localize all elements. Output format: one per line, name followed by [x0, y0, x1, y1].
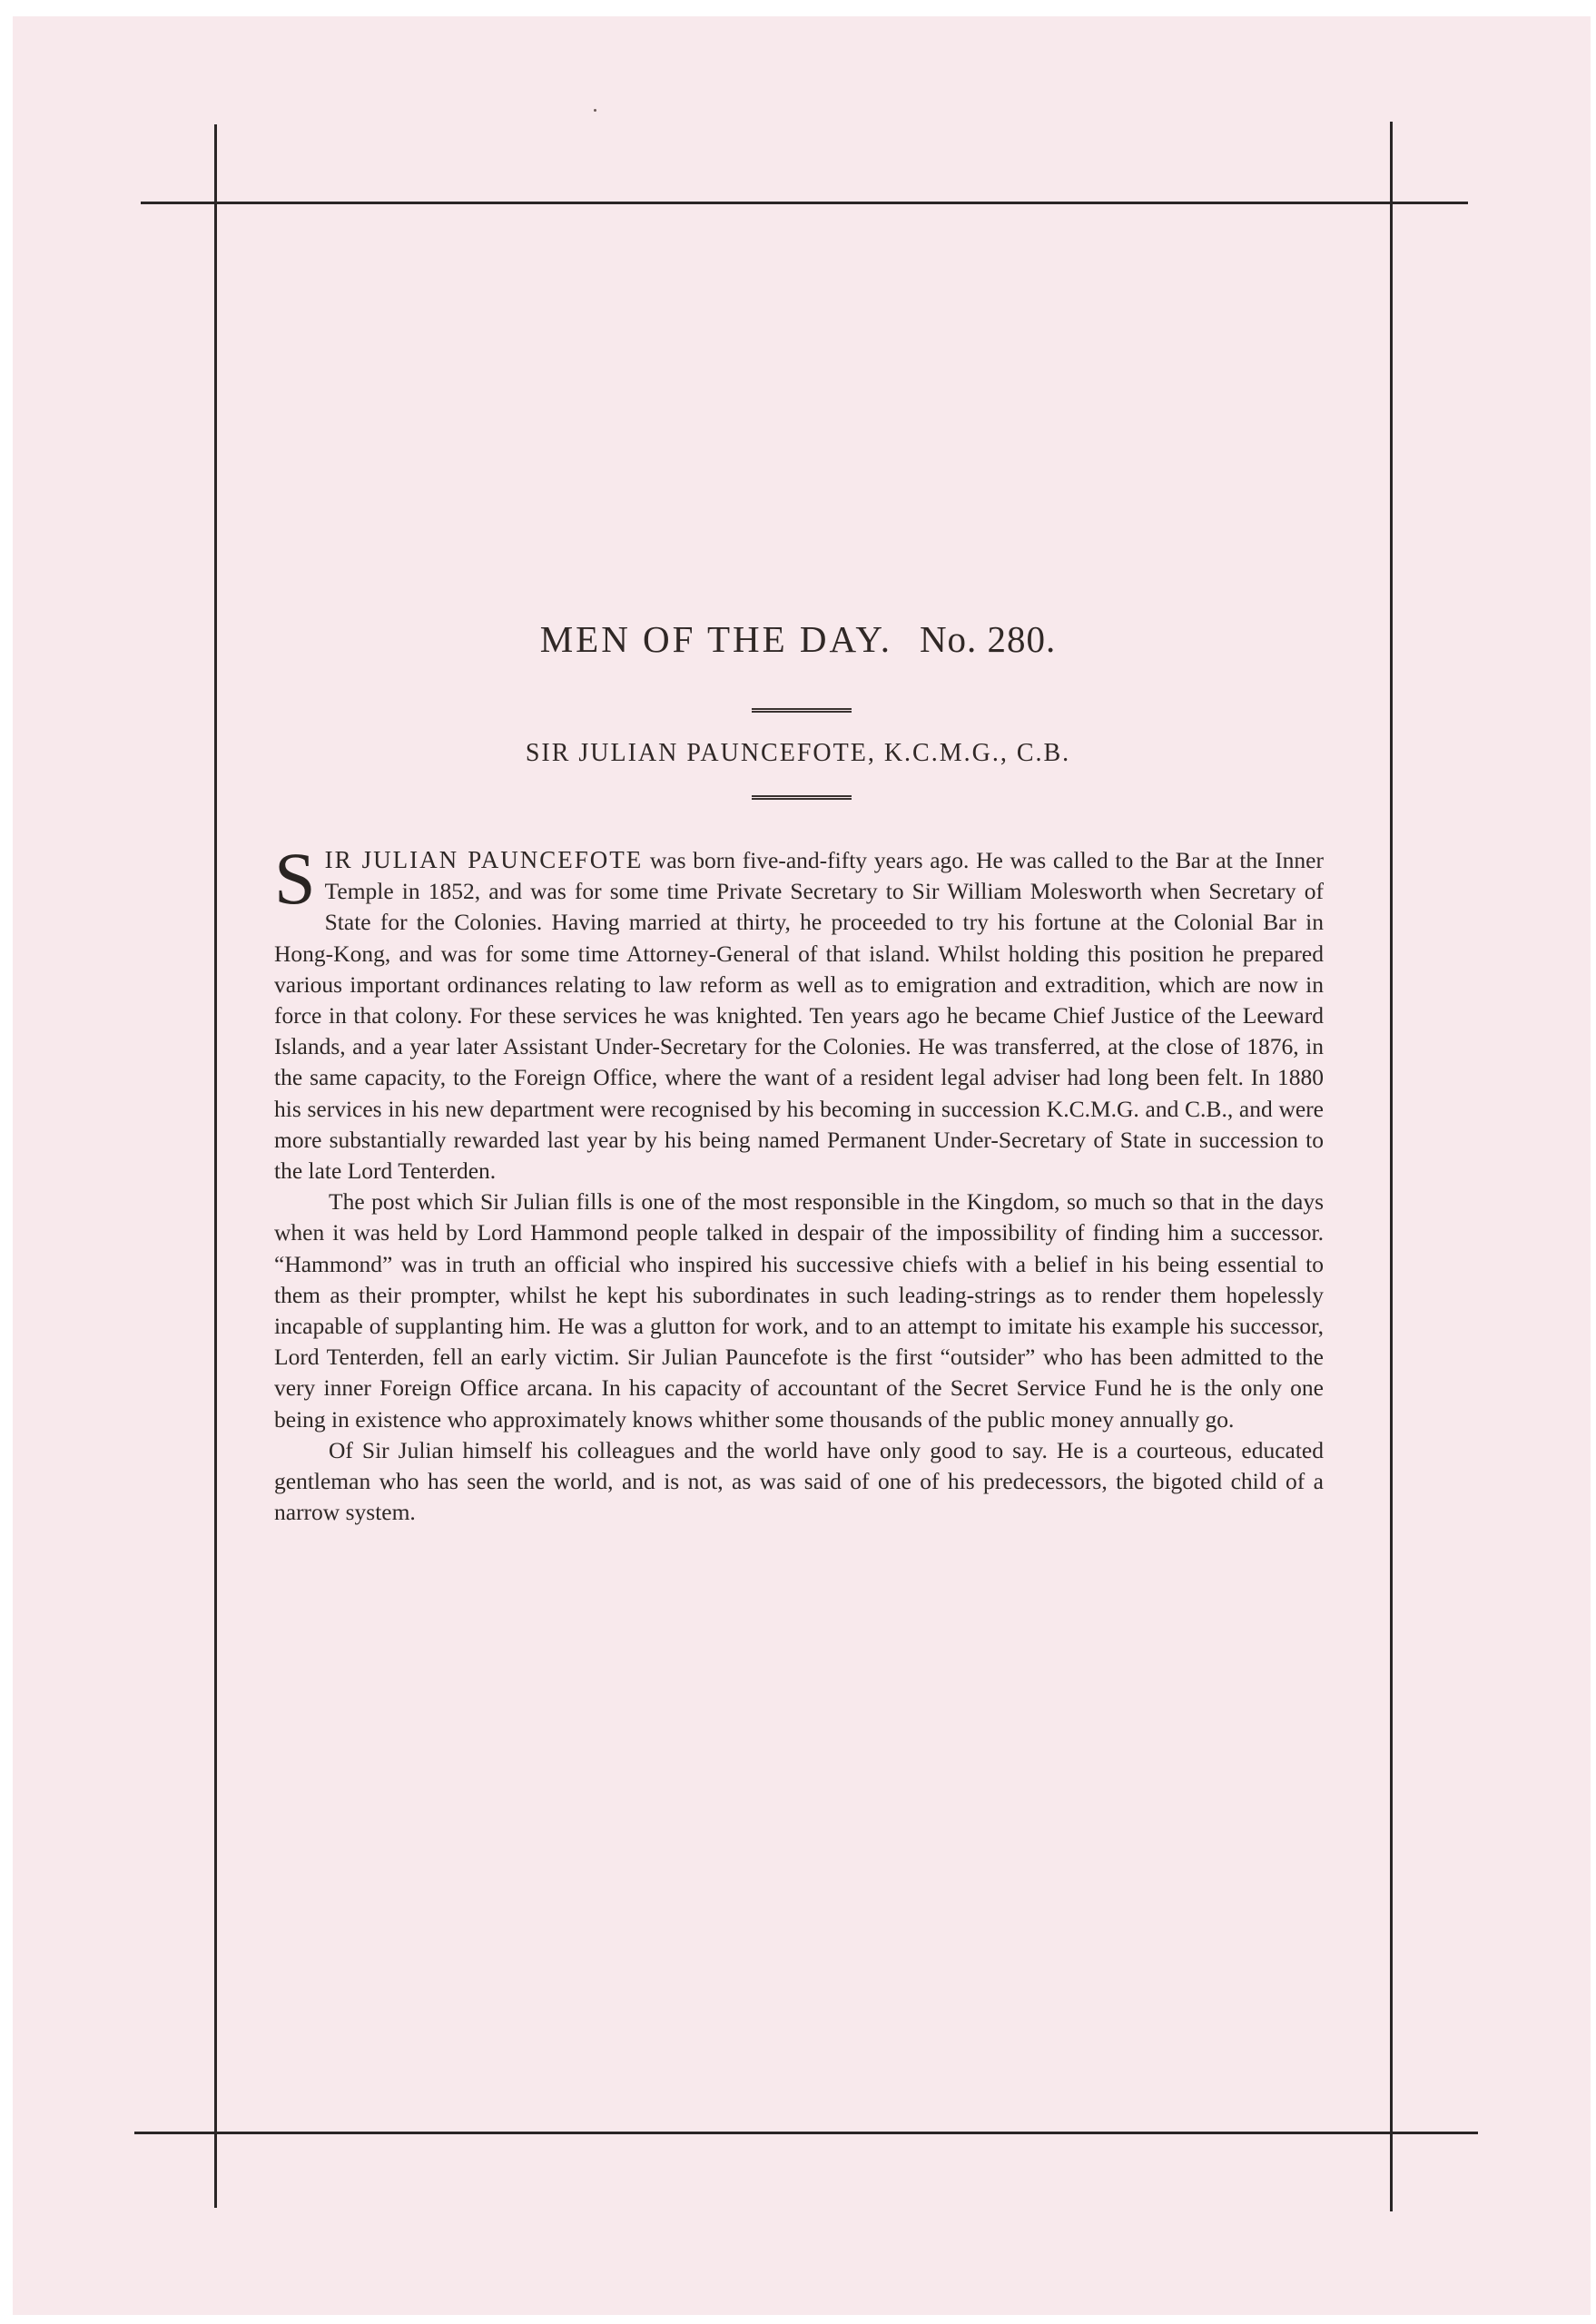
- paragraph-1: [274, 837, 1324, 1187]
- frame-left-rule: [214, 124, 217, 2208]
- series-title: MEN OF THE DAY.: [539, 618, 892, 660]
- frame-right-rule: [1390, 122, 1393, 2211]
- double-rule-upper: [752, 708, 852, 713]
- frame-bottom-rule: [134, 2132, 1478, 2134]
- article-body: [274, 837, 1324, 1528]
- issue-number: No. 280.: [919, 618, 1057, 660]
- double-rule-lower: [752, 795, 852, 800]
- subject-heading: SIR JULIAN PAUNCEFOTE, K.C.M.G., C.B.: [525, 739, 1071, 767]
- drop-cap: S: [274, 837, 316, 920]
- paragraph-1-text: was born five-and-fifty years ago. He was called to the Bar at the Inner Temple in 1852, and was for some time Private Secretary to Sir William Molesworth when Secretary of State for the Colonies. Having married at thirty, he proceeded to try his fortune at the Colonial Bar in Hong-Kong, and was for some time Attorney-General of that island. Whilst holding this position he prepared various important ordinances relating to law reform as well as to emigration and extradition, which are now in force in that colony. For these services he was knighted. Ten years ago he became Chief Justice of the Leeward Islands, and a year later Assistant Under-Secretary for the Colonies. He was transferred, at the close of 1876, in the same capacity, to the Foreign Office, where the want of a resident legal adviser had long been felt. In 1880 his services in his new department were recognised by his becoming in succession K.C.M.G. and C.B., and were more substantially rewarded last year by his being named Permanent Under-Secretary of State in succession to the late Lord Tenterden.: [274, 847, 1324, 1185]
- page-title: [0, 617, 1596, 661]
- paragraph-2: The post which Sir Julian fills is one of the most responsible in the Kingdom, so much so that in the days when it was held by Lord Hammond people talked in despair of the impossibility of finding him a successor. “Hammond” was in truth an official who inspired his successive chiefs with a belief in his being essential to them as their prompter, whilst he kept his subordinates in such leading-strings as to render them hopelessly incapable of supplanting him. He was a glutton for work, and to an attempt to imitate his example his successor, Lord Tenterden, fell an early victim. Sir Julian Pauncefote is the first “outsider” who has been admitted to the very inner Foreign Office arcana. In his capacity of accountant of the Secret Service Fund he is the only one being in existence who approximately knows whither some thousands of the public money annually go.: [274, 1188, 1324, 1433]
- paragraph-3: Of Sir Julian himself his colleagues and the world have only good to say. He is a courteous, educated gentleman who has seen the world, and is not, as was said of one of his predecessors, the bigoted child of a narrow system.: [274, 1436, 1324, 1526]
- paper-speck: [594, 109, 596, 112]
- frame-top-rule: [141, 202, 1468, 204]
- lead-caps: IR JULIAN PAUNCEFOTE: [324, 846, 644, 873]
